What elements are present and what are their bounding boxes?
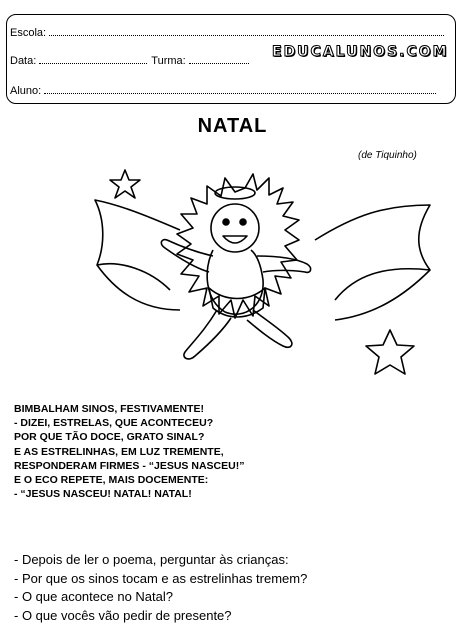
student-label: Aluno: xyxy=(10,85,42,97)
author-credit: (de Tiquinho) xyxy=(358,150,417,161)
poem-line: POR QUE TÃO DOCE, GRATO SINAL? xyxy=(14,431,205,444)
baby-jesus-illustration xyxy=(85,160,450,395)
school-input-line[interactable] xyxy=(49,26,444,36)
class-input-line[interactable] xyxy=(189,54,249,64)
question-item: - Depois de ler o poema, perguntar às crianças: xyxy=(14,552,289,567)
poem-line: - DIZEI, ESTRELAS, QUE ACONTECEU? xyxy=(14,417,214,430)
right-ribbon xyxy=(315,205,430,320)
brand-logo: EDUCALUNOS.COM xyxy=(272,44,449,60)
page-title: NATAL xyxy=(197,115,268,137)
question-item: - Por que os sinos tocam e as estrelinhas tremem? xyxy=(14,570,308,586)
big-star-icon xyxy=(366,330,414,374)
question-item: - O que acontece no Natal? xyxy=(14,589,173,604)
school-field xyxy=(10,26,444,39)
left-ribbon xyxy=(95,200,180,310)
small-star-icon xyxy=(110,170,140,198)
sun-aura xyxy=(177,174,299,318)
baby-head xyxy=(211,204,259,252)
poem-line: E AS ESTRELINHAS, EM LUZ TREMENTE, xyxy=(14,445,224,458)
class-label: Turma: xyxy=(151,55,186,67)
poem-line: RESPONDERAM FIRMES - “JESUS NASCEU!” xyxy=(14,459,245,472)
date-field xyxy=(10,54,249,67)
baby-leg-left xyxy=(184,310,231,359)
baby-arm-right xyxy=(257,256,311,272)
student-field xyxy=(10,84,436,97)
poem-line: E O ECO REPETE, MAIS DOCEMENTE: xyxy=(14,474,209,487)
questions-list xyxy=(14,551,307,625)
student-input-line[interactable] xyxy=(44,84,436,94)
date-label: Data: xyxy=(10,55,37,67)
question-item: - O que vocês vão pedir de presente? xyxy=(14,607,232,623)
date-input-line[interactable] xyxy=(39,54,147,64)
poem xyxy=(14,402,244,501)
poem-line: - “JESUS NASCEU! NATAL! NATAL! xyxy=(14,488,192,501)
school-label: Escola: xyxy=(10,27,47,39)
poem-line: BIMBALHAM SINOS, FESTIVAMENTE! xyxy=(14,403,204,415)
